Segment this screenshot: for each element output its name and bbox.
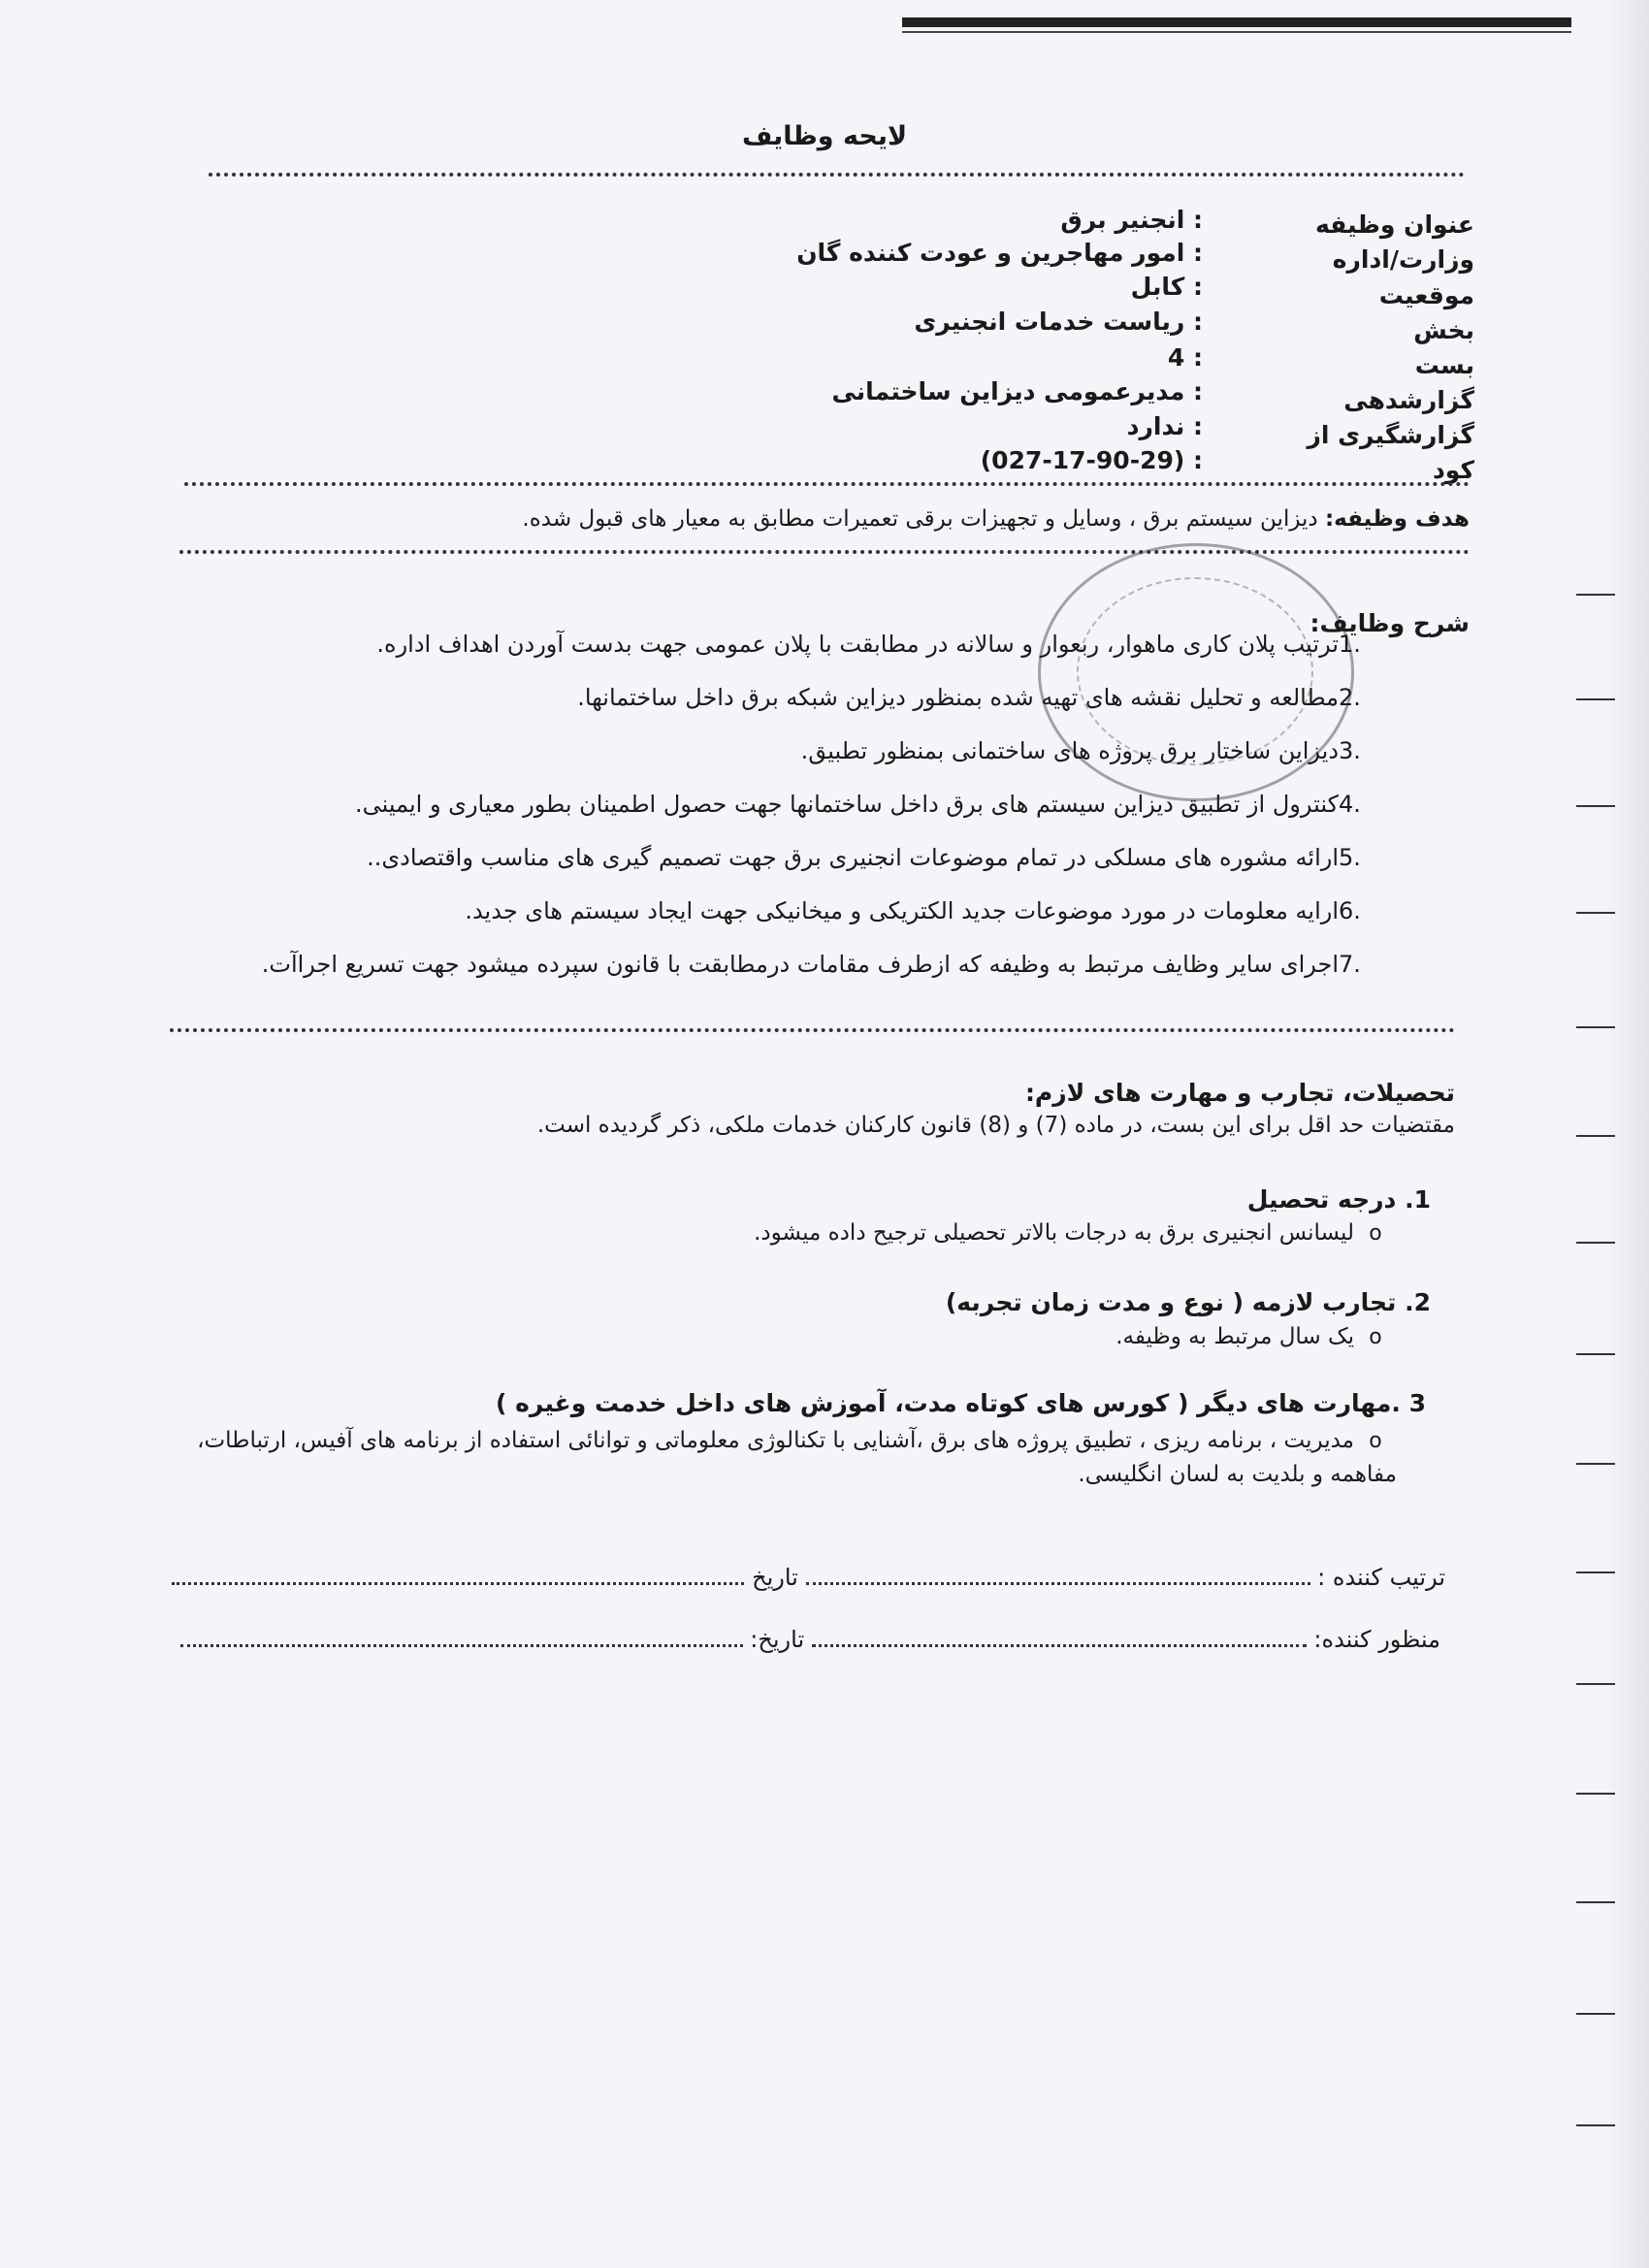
field-value-reports-to: : مدیرعمومی دیزاین ساختمانی [831, 377, 1203, 405]
field-label-code: کود [1432, 456, 1474, 484]
field-label-supervises: گزارشگیری از [1307, 421, 1474, 449]
document-title: لایحه وظایف [741, 121, 908, 151]
duty-text: مطالعه و تحلیل نقشه های تهیه شده بمنظور دیزاین شبکه برق داخل ساختمانها. [577, 684, 1339, 711]
duty-number: .6 [1339, 897, 1361, 924]
education-bullet [543, 1220, 1397, 1246]
scan-mark [1576, 1571, 1615, 1573]
scan-mark [1576, 2013, 1615, 2015]
scan-mark [1576, 1353, 1615, 1355]
divider [179, 550, 1470, 554]
approved-by-line [179, 1626, 1440, 1653]
scan-mark [1576, 1901, 1615, 1903]
approved-by-label: منظور کننده: [1313, 1626, 1440, 1653]
skills-text: مدیریت ، برنامه ریزی ، تطبیق پروژه های برق ،آشنایی با تکنالوژی معلوماتی و توانائی استفاده از برنامه های آفیس، ارتباطات، مفاهمه و بلدیت به لسان انگلیسی. [197, 1428, 1397, 1487]
skills-heading: 3 .مهارت های دیگر ( کورس های کوتاه مدت، آموزش های داخل خدمت وغیره ) [496, 1389, 1426, 1417]
scan-mark [1576, 2124, 1615, 2126]
field-label-section: بخش [1413, 316, 1474, 344]
bullet-circle-icon: o [1369, 1325, 1382, 1349]
scan-mark [1576, 1242, 1615, 1244]
prepared-by-label: ترتیب کننده : [1317, 1564, 1445, 1591]
duty-item [272, 791, 1387, 818]
divider [184, 482, 1470, 486]
objective-text: دیزاین سیستم برق ، وسایل و تجهیزات برقی تعمیرات مطابق به معیار های قبول شده. [522, 506, 1318, 532]
signature-blank [806, 1565, 1310, 1585]
objective [407, 506, 1470, 532]
field-value-section: : ریاست خدمات انجنیری [914, 308, 1203, 336]
field-label-location: موقعیت [1378, 281, 1474, 309]
field-label-ministry: وزارت/اداره [1332, 245, 1474, 274]
scan-mark [1576, 912, 1615, 914]
field-label-reports-to: گزارشدهی [1343, 386, 1474, 414]
qualifications-intro: مقتضیات حد اقل برای این بست، در ماده (7) و (8) قانون کارکنان خدمات ملکی، ذکر گردیده است. [536, 1113, 1455, 1138]
divider [170, 1028, 1455, 1032]
prepared-by-date-label: تاریخ [752, 1564, 798, 1591]
approved-by-date-label: تاریخ: [750, 1626, 805, 1653]
duties-heading: شرح وظایف: [1310, 609, 1470, 637]
date-blank [172, 1565, 744, 1585]
duty-item [272, 684, 1387, 711]
field-label-job-title: عنوان وظیفه [1314, 211, 1474, 239]
scan-mark [1576, 594, 1615, 596]
prepared-by-line [175, 1564, 1445, 1591]
scan-mark [1576, 805, 1615, 807]
scan-mark [1576, 1463, 1615, 1465]
education-text: لیسانس انجنیری برق به درجات بالاتر تحصیلی ترجیح داده میشود. [754, 1220, 1354, 1246]
duty-item [272, 897, 1387, 924]
skills-bullet [146, 1424, 1397, 1491]
signature-blank [812, 1627, 1307, 1647]
date-blank [180, 1627, 743, 1647]
duty-item [261, 951, 1387, 978]
duty-text: کنترول از تطبیق دیزاین سیستم های برق داخل ساختمانها جهت حصول اطمینان بطور معیاری و ایمینی. [354, 791, 1339, 818]
field-value-location: : کابل [1130, 273, 1203, 301]
scan-mark [1576, 1026, 1615, 1028]
duty-number: .5 [1339, 844, 1361, 871]
duty-number: .3 [1339, 737, 1361, 764]
scan-top-bar [902, 17, 1571, 27]
duty-item [272, 737, 1387, 764]
duty-text: ترتیب پلان کاری ماهوار، ربعوار و سالانه در مطابقت با پلان عمومی جهت بدست آوردن اهداف اداره. [376, 631, 1339, 658]
duty-number: .7 [1339, 951, 1361, 978]
bullet-circle-icon: o [1369, 1429, 1382, 1453]
duty-number: .4 [1339, 791, 1361, 818]
qualifications-heading: تحصیلات، تجارب و مهارت های لازم: [1024, 1079, 1455, 1107]
objective-label: هدف وظیفه: [1324, 506, 1470, 532]
duty-text: ارایه معلومات در مورد موضوعات جدید الکتریکی و میخانیکی جهت ایجاد سیستم های جدید. [465, 897, 1339, 924]
field-value-code: : (027-17-90-29) [980, 446, 1203, 474]
experience-text: یک سال مرتبط به وظیفه. [1116, 1324, 1354, 1349]
scan-right-edge [1604, 0, 1649, 2268]
duty-text: دیزاین ساختار برق پروژه های ساختمانی بمنظور تطبیق. [800, 737, 1339, 764]
field-value-ministry: : امور مهاجرین و عودت کننده گان [796, 239, 1203, 267]
duty-item [272, 844, 1387, 871]
field-value-job-title: : انجنیر برق [1060, 206, 1203, 234]
duty-item [272, 631, 1387, 658]
divider [209, 173, 1465, 177]
duty-text: ارائه مشوره های مسلکی در تمام موضوعات انجنیری برق جهت تصمیم گیری های مناسب واقتصادی.. [367, 844, 1339, 871]
scan-mark [1576, 698, 1615, 700]
education-heading: 1. درجه تحصیل [1246, 1185, 1431, 1214]
experience-bullet [543, 1324, 1397, 1349]
scan-top-line [902, 31, 1571, 33]
duty-number: .1 [1339, 631, 1361, 658]
scan-mark [1576, 1135, 1615, 1137]
duty-text: اجرای سایر وظایف مرتبط به وظیفه که ازطرف مقامات درمطابقت با قانون سپرده میشود جهت تسریع اجراآت. [261, 951, 1339, 978]
field-value-grade: : 4 [1167, 343, 1203, 372]
bullet-circle-icon: o [1369, 1221, 1382, 1246]
field-label-grade: بست [1414, 351, 1474, 379]
scan-mark [1576, 1683, 1615, 1685]
duty-number: .2 [1339, 684, 1361, 711]
scan-mark [1576, 1793, 1615, 1795]
experience-heading: 2. تجارب لازمه ( نوع و مدت زمان تجربه) [945, 1288, 1431, 1316]
field-value-supervises: : ندارد [1126, 412, 1203, 440]
